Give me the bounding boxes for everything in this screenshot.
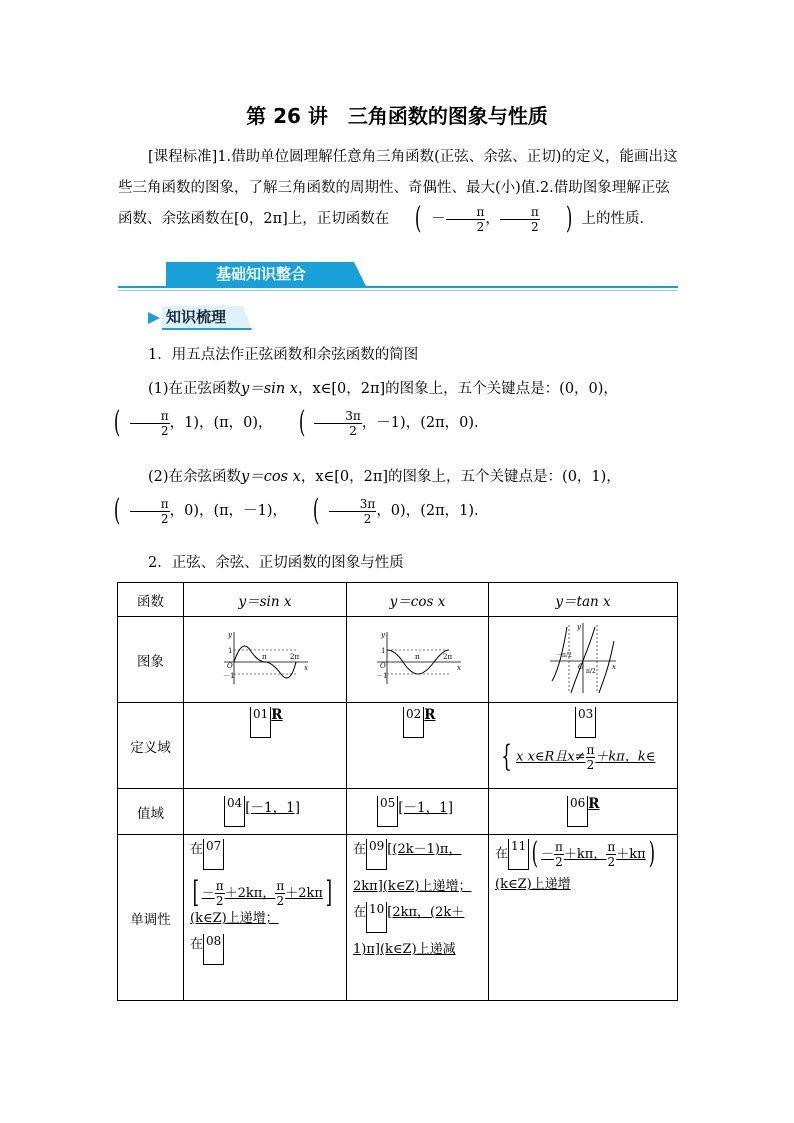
neg-sign: － xyxy=(431,211,446,227)
frac-pi-2: $\frac{\pi}{2}$ xyxy=(446,205,486,234)
section-band-title: 基础知识整合 xyxy=(215,265,306,283)
subsection-tag xyxy=(148,306,258,330)
svg-text:y: y xyxy=(577,622,581,631)
row-domain: 定义域 xyxy=(118,703,184,789)
sin-graph-svg xyxy=(220,628,310,688)
item-1b: (2)在余弦函数y＝cos x，x∈[0，2π]的图象上，五个关键点是：(0，1)， ( $\frac{\pi}{2}$ ，0)，(π，－1)， ( $\frac{3\pi}{2}$ ，0)，(2π，1)． xyxy=(113,469,621,528)
svg-text:x: x xyxy=(304,663,308,672)
tan-graph-svg xyxy=(548,621,618,695)
sin-mono: 在 07 [ － $\frac{\pi}{2}$ ＋2kπ， $\frac{\pi}{2}$ ＋2kπ] (k∈Z)上递增； 在 08 xyxy=(184,835,347,1001)
svg-text:O: O xyxy=(227,661,233,670)
section-band xyxy=(118,262,678,294)
svg-text:－π/2: －π/2 xyxy=(556,651,572,659)
svg-text:O: O xyxy=(578,662,584,671)
svg-text:2π: 2π xyxy=(442,652,452,661)
cos-graph-svg xyxy=(373,628,463,688)
cos-domain: 02 R xyxy=(347,703,489,789)
cos-graph xyxy=(347,617,489,703)
svg-text:y: y xyxy=(380,630,385,639)
property-table xyxy=(117,582,678,1001)
tan-mono: 在11 ( － $\frac{\pi}{2}$ ＋kπ， $\frac{\pi}{2}$ ＋kπ) (k∈Z)上递增 xyxy=(489,835,678,1001)
svg-text:x: x xyxy=(612,662,616,671)
cos-range: 05 [－1，1] xyxy=(347,789,489,835)
course-standard: [课程标准]1.借助单位圆理解任意角三角函数(正弦、余弦、正切)的定义，能画出这些三角函数的图象，了解三角函数的周期性、奇偶性、最大(小)值.2.借助图象理解正弦函数、余弦函数在[0，2π]上，正切函数在 ( － $\frac{\pi}{2}$ ， $\frac{\pi}{2}$ ) 上的性质． xyxy=(118,149,678,236)
svg-text:2π: 2π xyxy=(290,652,300,661)
sin-domain: 01 R xyxy=(184,703,347,789)
col-header: 函数 xyxy=(118,583,184,617)
svg-text:1: 1 xyxy=(228,646,233,655)
paren: ) xyxy=(565,201,573,236)
col-tan: y＝tan x xyxy=(489,583,678,617)
col-cos: y＝cos x xyxy=(347,583,489,617)
sin-graph xyxy=(184,617,347,703)
frac-pi-2b: $\frac{\pi}{2}$ xyxy=(500,205,540,234)
tan-graph xyxy=(489,617,678,703)
cos-mono: 在 09 [(2k－1)π， 2kπ](k∈Z)上递增； 在 10 [2kπ，(2k＋ 1)π](k∈Z)上递减 xyxy=(347,835,489,1001)
svg-text:O: O xyxy=(379,661,386,670)
svg-text:π: π xyxy=(414,652,420,661)
paren: ( xyxy=(415,201,422,236)
svg-text:－1: －1 xyxy=(375,671,387,680)
sin-range: 04 [－1，1] xyxy=(184,789,347,835)
row-mono: 单调性 xyxy=(118,835,184,1001)
svg-text:x: x xyxy=(456,663,461,672)
svg-text:π/2: π/2 xyxy=(586,667,596,675)
svg-text:π: π xyxy=(262,652,267,661)
svg-text:－1: －1 xyxy=(223,671,235,680)
item-1: 1．用五点法作正弦函数和余弦函数的简图 xyxy=(148,347,419,363)
row-range: 值域 xyxy=(118,789,184,835)
row-graph: 图象 xyxy=(118,617,184,703)
col-sin: y＝sin x xyxy=(184,583,347,617)
item-1a: (1)在正弦函数y＝sin x，x∈[0，2π]的图象上，五个关键点是：(0，0)， ( $\frac{\pi}{2}$ ，1)，(π，0)， ( $\frac{3\pi}{2}$ ，－1)，(2π，0)． xyxy=(113,381,618,440)
tan-range: 06 R xyxy=(489,789,678,835)
arrow-icon xyxy=(148,312,160,324)
page-title: 第 26 讲 三角函数的图象与性质 xyxy=(246,104,548,128)
item-2: 2．正弦、余弦、正切函数的图象与性质 xyxy=(148,555,404,571)
svg-text:y: y xyxy=(228,630,232,639)
tan-domain: 03 { x x∈R且x≠ $\frac{\pi}{2}$ ＋kπ，k∈ xyxy=(489,703,678,789)
standard-text: [课程标准]1.借助单位圆理解任意角三角函数(正弦、余弦、正切)的定义，能画出这些三角函数的图象，了解三角函数的周期性、奇偶性、最大(小)值.2.借助图象理解正弦函数、余弦函数在[0，2π]上，正切函数在 xyxy=(118,149,678,227)
svg-text:1: 1 xyxy=(380,646,385,655)
subsection-title: 知识梳理 xyxy=(166,308,227,326)
standard-tail: 上的性质． xyxy=(581,211,655,227)
